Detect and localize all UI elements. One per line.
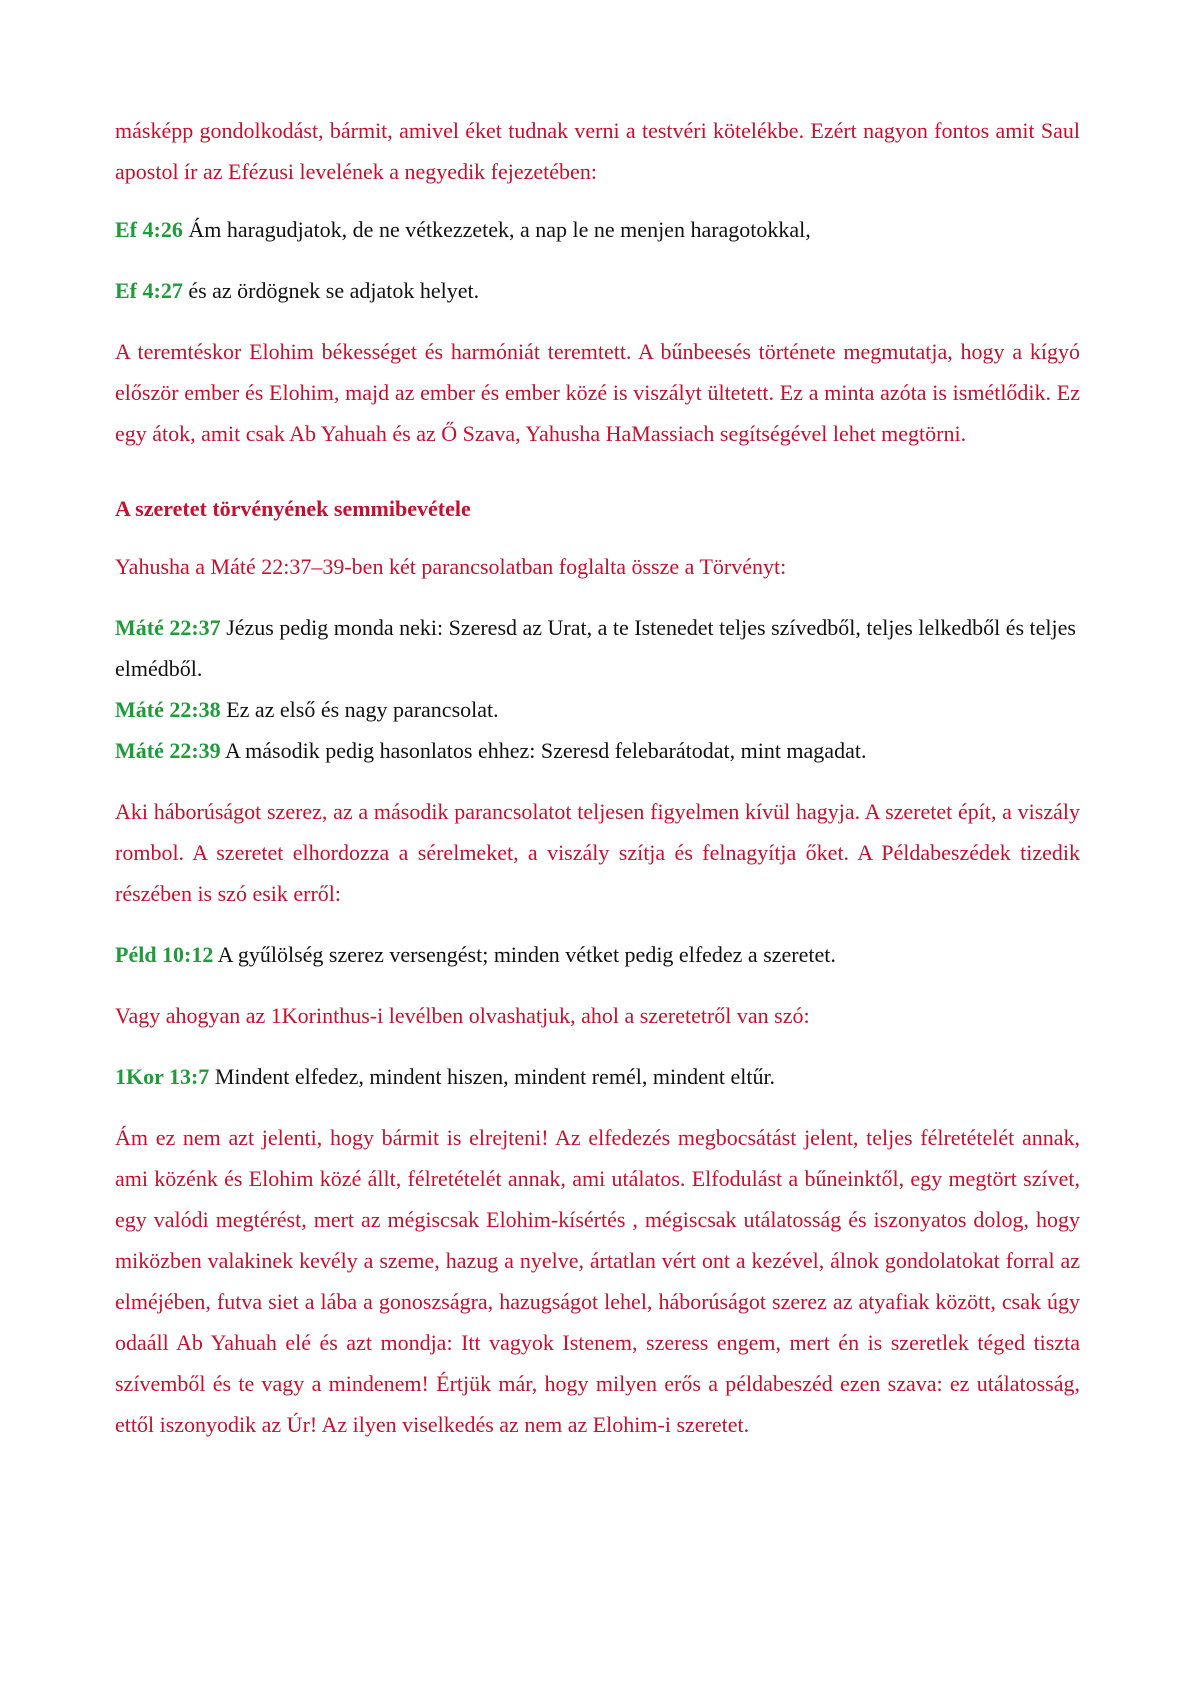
verse-reference: Ef 4:27	[115, 278, 183, 303]
verse-text: Ez az első és nagy parancsolat.	[220, 697, 499, 722]
verse-text: és az ördögnek se adjatok helyet.	[182, 278, 480, 303]
verse-line	[115, 1056, 1080, 1097]
verse-line	[115, 730, 1080, 771]
verse-reference: Máté 22:38	[115, 697, 221, 722]
verse-reference: Máté 22:37	[115, 615, 221, 640]
commentary-paragraph: Vagy ahogyan az 1Korinthus-i levélben olvashatjuk, ahol a szeretetről van szó:	[115, 1003, 810, 1028]
commentary-paragraph: másképp gondolkodást, bármit, amivel éket tudnak verni a testvéri kötelékbe. Ezért nagyon fontos amit Saul apostol ír az Efézusi levelének a negyedik fejezetében:	[115, 118, 1080, 184]
verse-line	[115, 934, 1080, 975]
section-heading: A szeretet törvényének semmibevétele	[115, 496, 471, 521]
verse-line	[115, 689, 1080, 730]
verse-reference: 1Kor 13:7	[115, 1064, 210, 1089]
verse-line	[115, 209, 1080, 250]
commentary-paragraph: A teremtéskor Elohim békességet és harmóniát teremtett. A bűnbeesés története megmutatja, hogy a kígyó először ember és Elohim, majd az ember és ember közé is viszályt ültetett. Ez a minta azóta is ismétlődik. Ez egy átok, amit csak Ab Yahuah és az Ő Szava, Yahusha HaMassiach segítségével lehet megtörni.	[115, 339, 1080, 446]
verse-text: A második pedig hasonlatos ehhez: Szeresd felebarátodat, mint magadat.	[220, 738, 867, 763]
verse-text: Ám haragudjatok, de ne vétkezzetek, a nap le ne menjen haragotokkal,	[182, 217, 811, 242]
verse-text: A gyűlölség szerez versengést; minden vétket pedig elfedez a szeretet.	[213, 942, 836, 967]
verse-text: Jézus pedig monda neki: Szeresd az Urat, a te Istenedet teljes szívedből, teljes lelkedből és teljes elmédből.	[115, 615, 1076, 681]
verse-text: Mindent elfedez, mindent hiszen, mindent remél, mindent eltűr.	[209, 1064, 776, 1089]
commentary-paragraph: Ám ez nem azt jelenti, hogy bármit is elrejteni! Az elfedezés megbocsátást jelent, teljes félretételét annak, ami közénk és Elohim közé állt, félretételét annak, ami utálatos. Elfodulást a bűneinktől, egy megtört szívet, egy valódi megtérést, mert az mégiscsak Elohim-kísértés , mégiscsak utálatosság és iszonyatos dolog, hogy miközben valakinek kevély a szeme, hazug a nyelve, ártatlan vért ont a kezével, álnok gondolatokat forral az elméjében, futva siet a lába a gonoszságra, hazugságot lehel, háborúságot szerez az atyafiak között, csak úgy odaáll Ab Yahuah elé és azt mondja: Itt vagyok Istenem, szeress engem, mert én is szeretlek téged tiszta szívemből és te vagy a mindenem! Értjük már, hogy milyen erős a példabeszéd ezen szava: ez utálatosság, ettől iszonyodik az Úr! Az ilyen viselkedés az nem az Elohim-i szeretet.	[115, 1125, 1080, 1437]
page-content	[115, 110, 1080, 1445]
commentary-paragraph: Aki háborúságot szerez, az a második parancsolatot teljesen figyelmen kívül hagyja. A szeretet épít, a viszály rombol. A szeretet elhordozza a sérelmeket, a viszály szítja és felnagyítja őket. A Példabeszédek tizedik részében is szó esik erről:	[115, 799, 1080, 906]
verse-reference: Péld 10:12	[115, 942, 214, 967]
verse-reference: Ef 4:26	[115, 217, 183, 242]
verse-line	[115, 270, 1080, 311]
commentary-paragraph: Yahusha a Máté 22:37–39-ben két parancsolatban foglalta össze a Törvényt:	[115, 554, 787, 579]
verse-reference: Máté 22:39	[115, 738, 221, 763]
verse-line	[115, 607, 1080, 689]
